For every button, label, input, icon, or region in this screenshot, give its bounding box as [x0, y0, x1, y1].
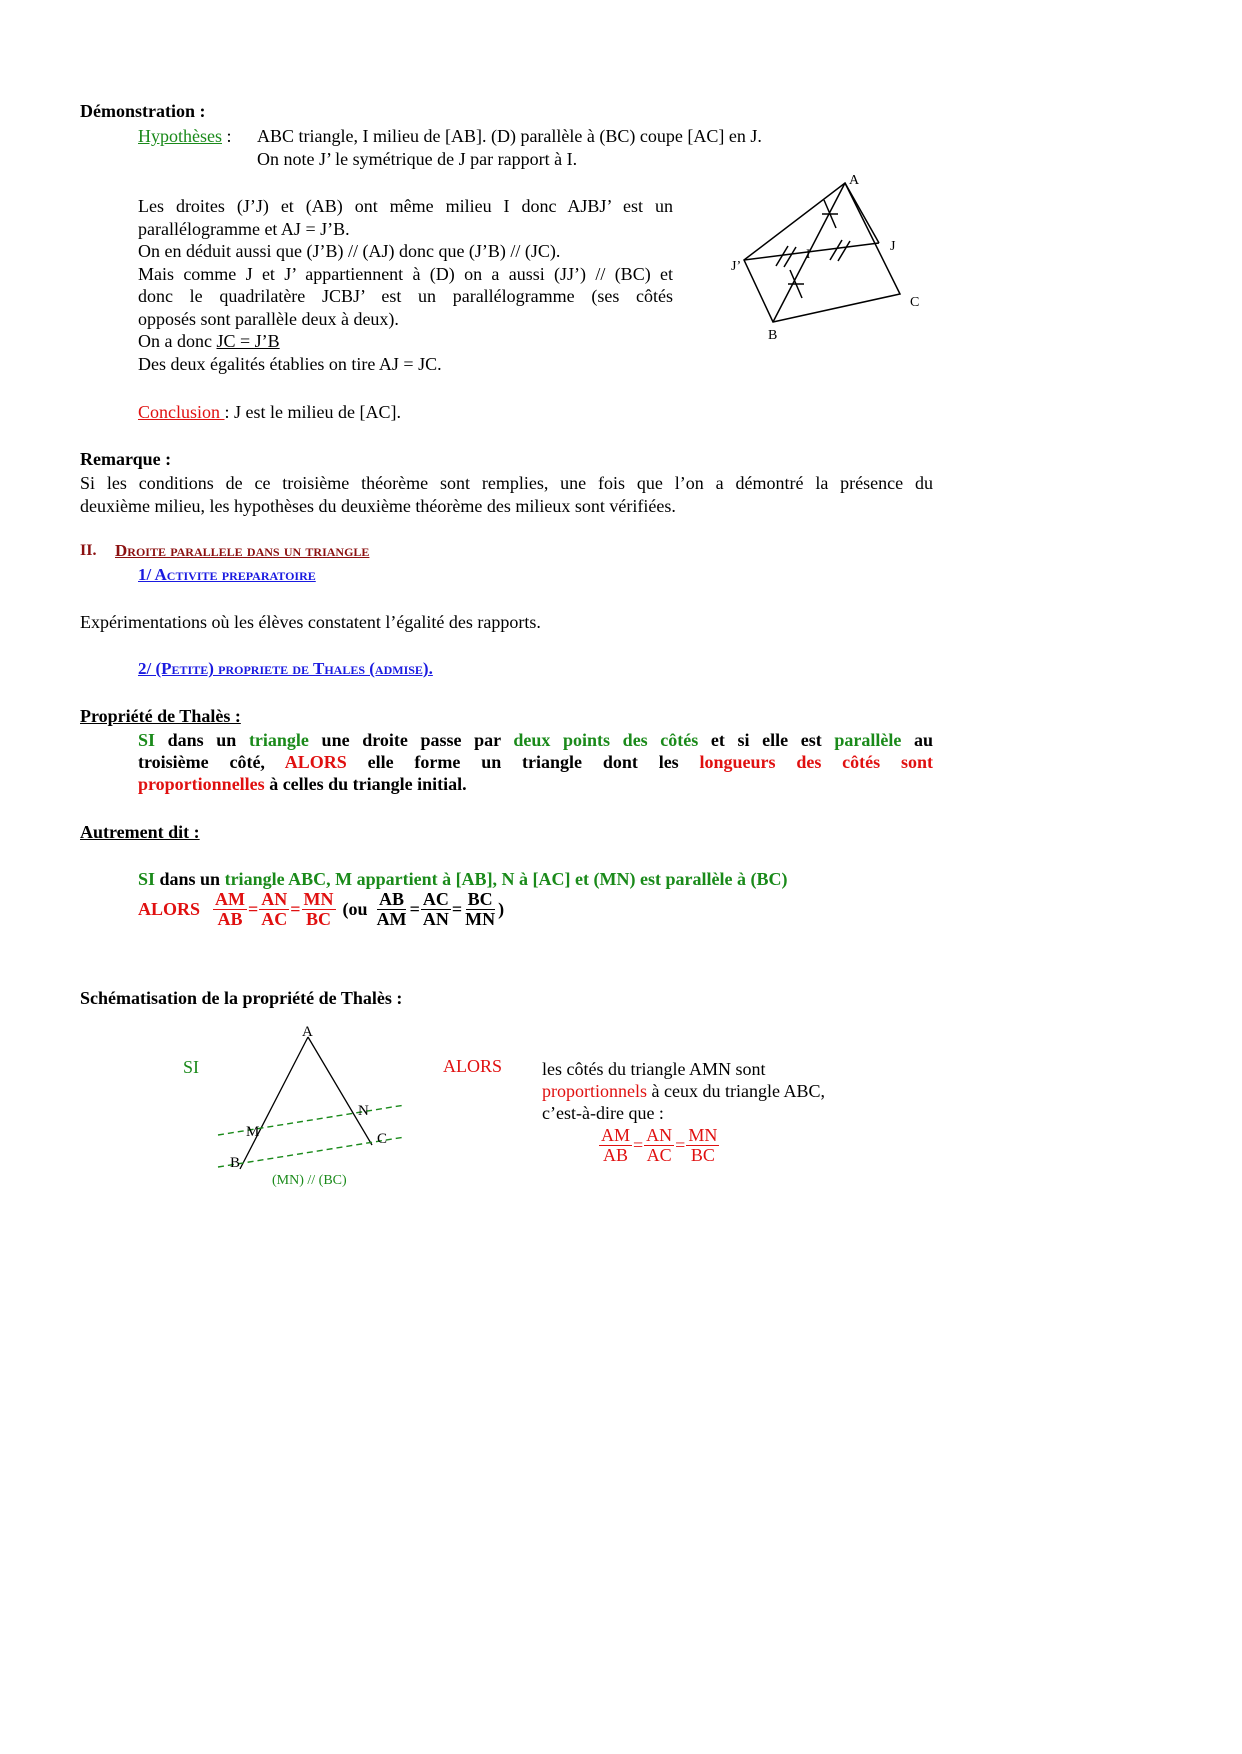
hypotheses-line: Hypothèses :	[138, 126, 232, 146]
jc-equals-jpb: JC = J’B	[216, 331, 280, 351]
propriete-line-1: SI dans un triangle une droite passe par deux points des côtés et si elle est parallèle au	[138, 730, 933, 750]
conclusion-line: Conclusion : J est le milieu de [AC].	[138, 402, 401, 422]
section-number: II.	[80, 542, 97, 559]
conclusion-label: Conclusion	[138, 402, 225, 422]
fractions-group-2: $\frac{AB}{AM}$ = $\frac{AC}{AN}$ = $\frac{BC}{MN}$	[376, 889, 496, 929]
schema-alors: ALORS	[443, 1056, 503, 1076]
body-line-8: Des deux égalités établies on tire AJ = JC.	[138, 353, 442, 374]
fig-label-J: J	[890, 239, 896, 254]
propriete-heading: Propriété de Thalès :	[80, 706, 241, 726]
schema-label-N: N	[358, 1103, 369, 1119]
hypotheses-label: Hypothèses	[138, 126, 222, 146]
schema-label-M: M	[246, 1124, 260, 1140]
schema-conclusion-text	[542, 1058, 825, 1124]
body-line-2: parallélogramme et AJ = J’B.	[138, 218, 350, 239]
remarque-heading: Remarque :	[80, 449, 172, 469]
fig-label-A: A	[849, 173, 860, 188]
section-title: Droite parallele dans un triangle	[115, 541, 370, 560]
fig-label-B: B	[768, 328, 778, 343]
alors-label: ALORS	[138, 898, 201, 919]
body-line-5: donc le quadrilatère JCBJ’ est un parallélogramme (ses côtés	[138, 286, 673, 306]
hypotheses-text-2: On note J’ le symétrique de J par rapport à I.	[257, 149, 578, 169]
propriete-line-3: proportionnelles à celles du triangle initial.	[138, 774, 467, 794]
schema-caption: (MN) // (BC)	[272, 1173, 347, 1188]
schema-si: SI	[183, 1057, 200, 1077]
fig-label-Jp: J’	[731, 259, 742, 274]
autrement-alors-line: ALORS $\frac{AM}{AB}$ = $\frac{AN}{AC}$ = $\frac{MN}{BC}$ (ou $\frac{AB}{AM}$ = $\frac{AC}{AN}$ = $\frac{BC}{MN}$ )	[138, 889, 505, 929]
fractions-group-1: $\frac{AM}{AB}$ = $\frac{AN}{AC}$ = $\frac{MN}{BC}$	[215, 889, 334, 929]
thales-triangle-figure	[210, 1015, 410, 1170]
schema-label-C: C	[377, 1131, 388, 1147]
body-line-3: On en déduit aussi que (J’B) // (AJ) donc que (J’B) // (JC).	[138, 241, 561, 261]
schema-line-3: c’est-à-dire que :	[542, 1103, 664, 1123]
schema-label-A: A	[302, 1024, 313, 1040]
body-line-4: Mais comme J et J’ appartiennent à (D) on a aussi (JJ’) // (BC) et	[138, 263, 673, 284]
experiments-text: Expérimentations où les élèves constatent l’égalité des rapports.	[80, 612, 541, 632]
hypotheses-text-1: ABC triangle, I milieu de [AB]. (D) parallèle à (BC) coupe [AC] en J.	[257, 126, 762, 146]
schema-label-B: B	[230, 1155, 241, 1170]
schema-heading: Schématisation de la propriété de Thalès :	[80, 988, 403, 1008]
autrement-heading: Autrement dit :	[80, 822, 200, 842]
remarque-line-1: Si les conditions de ce troisième théorème sont remplies, une fois que l’on a démontré la présence du	[80, 473, 933, 493]
demonstration-heading: Démonstration :	[80, 101, 206, 121]
schema-line-1: les côtés du triangle AMN sont	[542, 1059, 766, 1079]
subsection-1-title: 1/ Activite preparatoire	[138, 565, 316, 584]
body-line-1: Les droites (J’J) et (AB) ont même milieu I donc AJBJ’ est un	[138, 196, 673, 216]
schema-fractions: $\frac{AM}{AB}$ = $\frac{AN}{AC}$ = $\frac{MN}{BC}$	[601, 1125, 718, 1165]
fig-label-I: I	[806, 246, 811, 261]
schema-line-2: proportionnels à ceux du triangle ABC,	[542, 1081, 825, 1101]
body-line-6: opposés sont parallèle deux à deux).	[138, 308, 399, 329]
subsection-2-title: 2/ (Petite) propriete de Thales (admise).	[138, 659, 433, 678]
parallelogram-figure	[720, 170, 940, 345]
body-line-7: On a donc JC = J’B	[138, 331, 280, 351]
demonstration-body	[138, 195, 673, 375]
propriete-line-2: troisième côté, ALORS elle forme un triangle dont les longueurs des côtés sont	[138, 752, 933, 772]
remarque-line-2: deuxième milieu, les hypothèses du deuxième théorème des milieux sont vérifiées.	[80, 496, 676, 516]
propriete-body	[138, 729, 933, 795]
autrement-si-line: SI dans un triangle ABC, M appartient à [AB], N à [AC] et (MN) est parallèle à (BC)	[138, 869, 788, 889]
fig-label-C: C	[910, 295, 920, 310]
remarque-body	[80, 472, 933, 518]
